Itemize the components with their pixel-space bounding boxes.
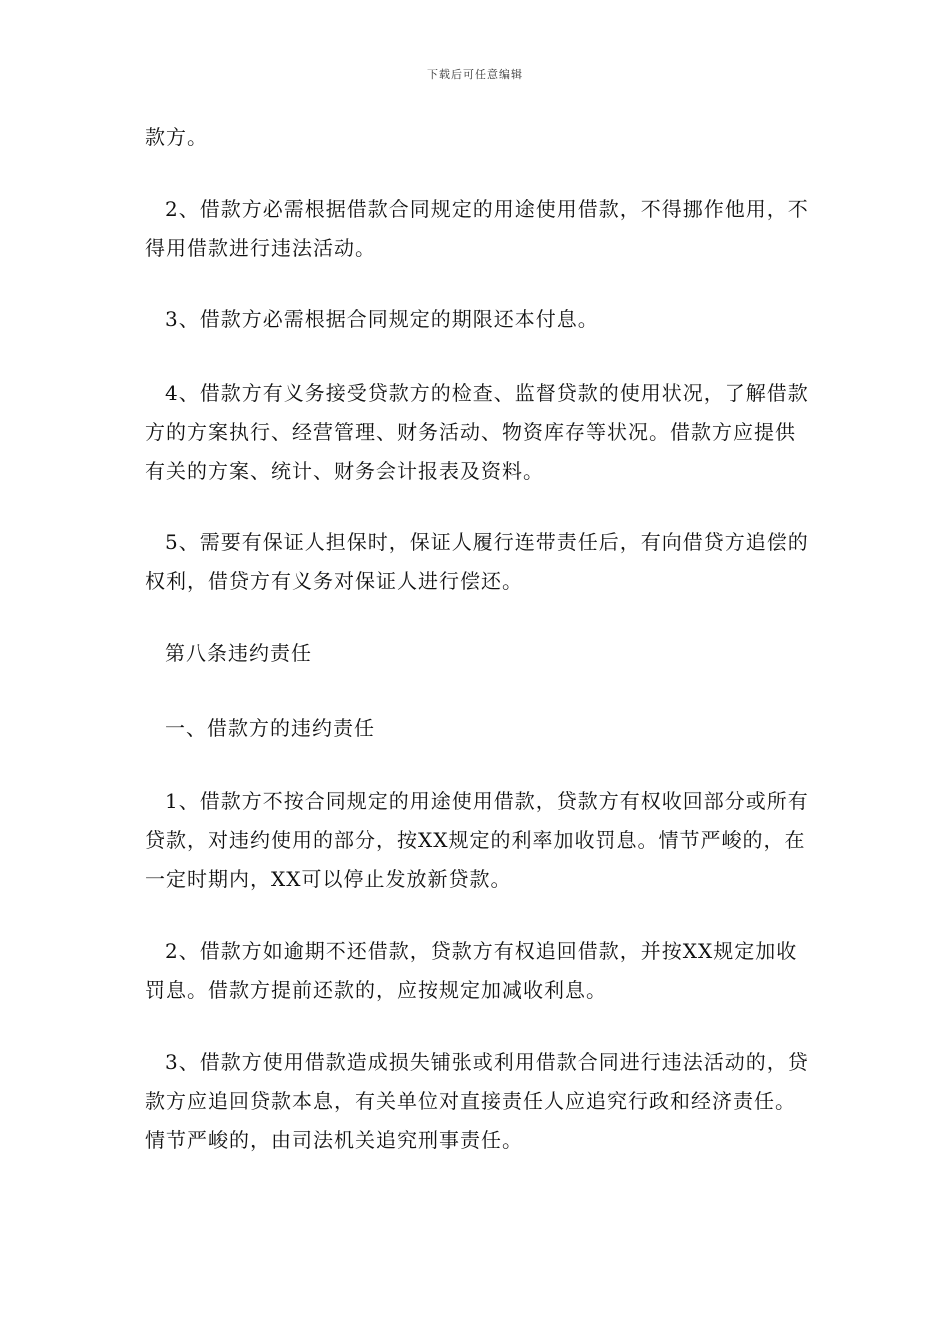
paragraph-liability-3 bbox=[145, 1043, 815, 1160]
paragraph-text: 5、需要有保证人担保时，保证人履行连带责任后，有向借贷方追偿的权利，借贷方有义务对保证人进行偿还。 bbox=[145, 530, 809, 593]
paragraph-text: 1、借款方不按合同规定的用途使用借款，贷款方有权收回部分或所有贷款，对违约使用的部分，按XX规定的利率加收罚息。情节严峻的，在一定时期内，XX可以停止发放新贷款。 bbox=[145, 789, 809, 891]
paragraph-continuation bbox=[145, 118, 815, 157]
heading-text: 一、借款方的违约责任 bbox=[165, 716, 375, 740]
heading-text: 第八条违约责任 bbox=[165, 641, 312, 665]
subsection-heading-borrower-liability bbox=[145, 709, 815, 748]
paragraph-text: 2、借款方必需根据借款合同规定的用途使用借款，不得挪作他用，不得用借款进行违法活动。 bbox=[145, 197, 809, 260]
paragraph-liability-1 bbox=[145, 782, 815, 899]
paragraph-obligation-4 bbox=[145, 374, 815, 491]
paragraph-text: 3、借款方必需根据合同规定的期限还本付息。 bbox=[165, 307, 599, 331]
paragraph-obligation-2 bbox=[145, 190, 815, 268]
page-header: 下载后可任意编辑 bbox=[427, 68, 523, 81]
paragraph-text: 2、借款方如逾期不还借款，贷款方有权追回借款，并按XX规定加收罚息。借款方提前还款的，应按规定加减收利息。 bbox=[145, 939, 798, 1002]
paragraph-text: 款方。 bbox=[145, 125, 208, 149]
paragraph-liability-2 bbox=[145, 932, 815, 1010]
paragraph-text: 3、借款方使用借款造成损失铺张或利用借款合同进行违法活动的，贷款方应追回贷款本息，有关单位对直接责任人应追究行政和经济责任。情节严峻的，由司法机关追究刑事责任。 bbox=[145, 1050, 809, 1152]
paragraph-obligation-5 bbox=[145, 523, 815, 601]
paragraph-obligation-3 bbox=[145, 300, 815, 339]
paragraph-text: 4、借款方有义务接受贷款方的检查、监督贷款的使用状况，了解借款方的方案执行、经营管理、财务活动、物资库存等状况。借款方应提供有关的方案、统计、财务会计报表及资料。 bbox=[145, 381, 809, 483]
section-heading-article-8 bbox=[145, 634, 815, 673]
